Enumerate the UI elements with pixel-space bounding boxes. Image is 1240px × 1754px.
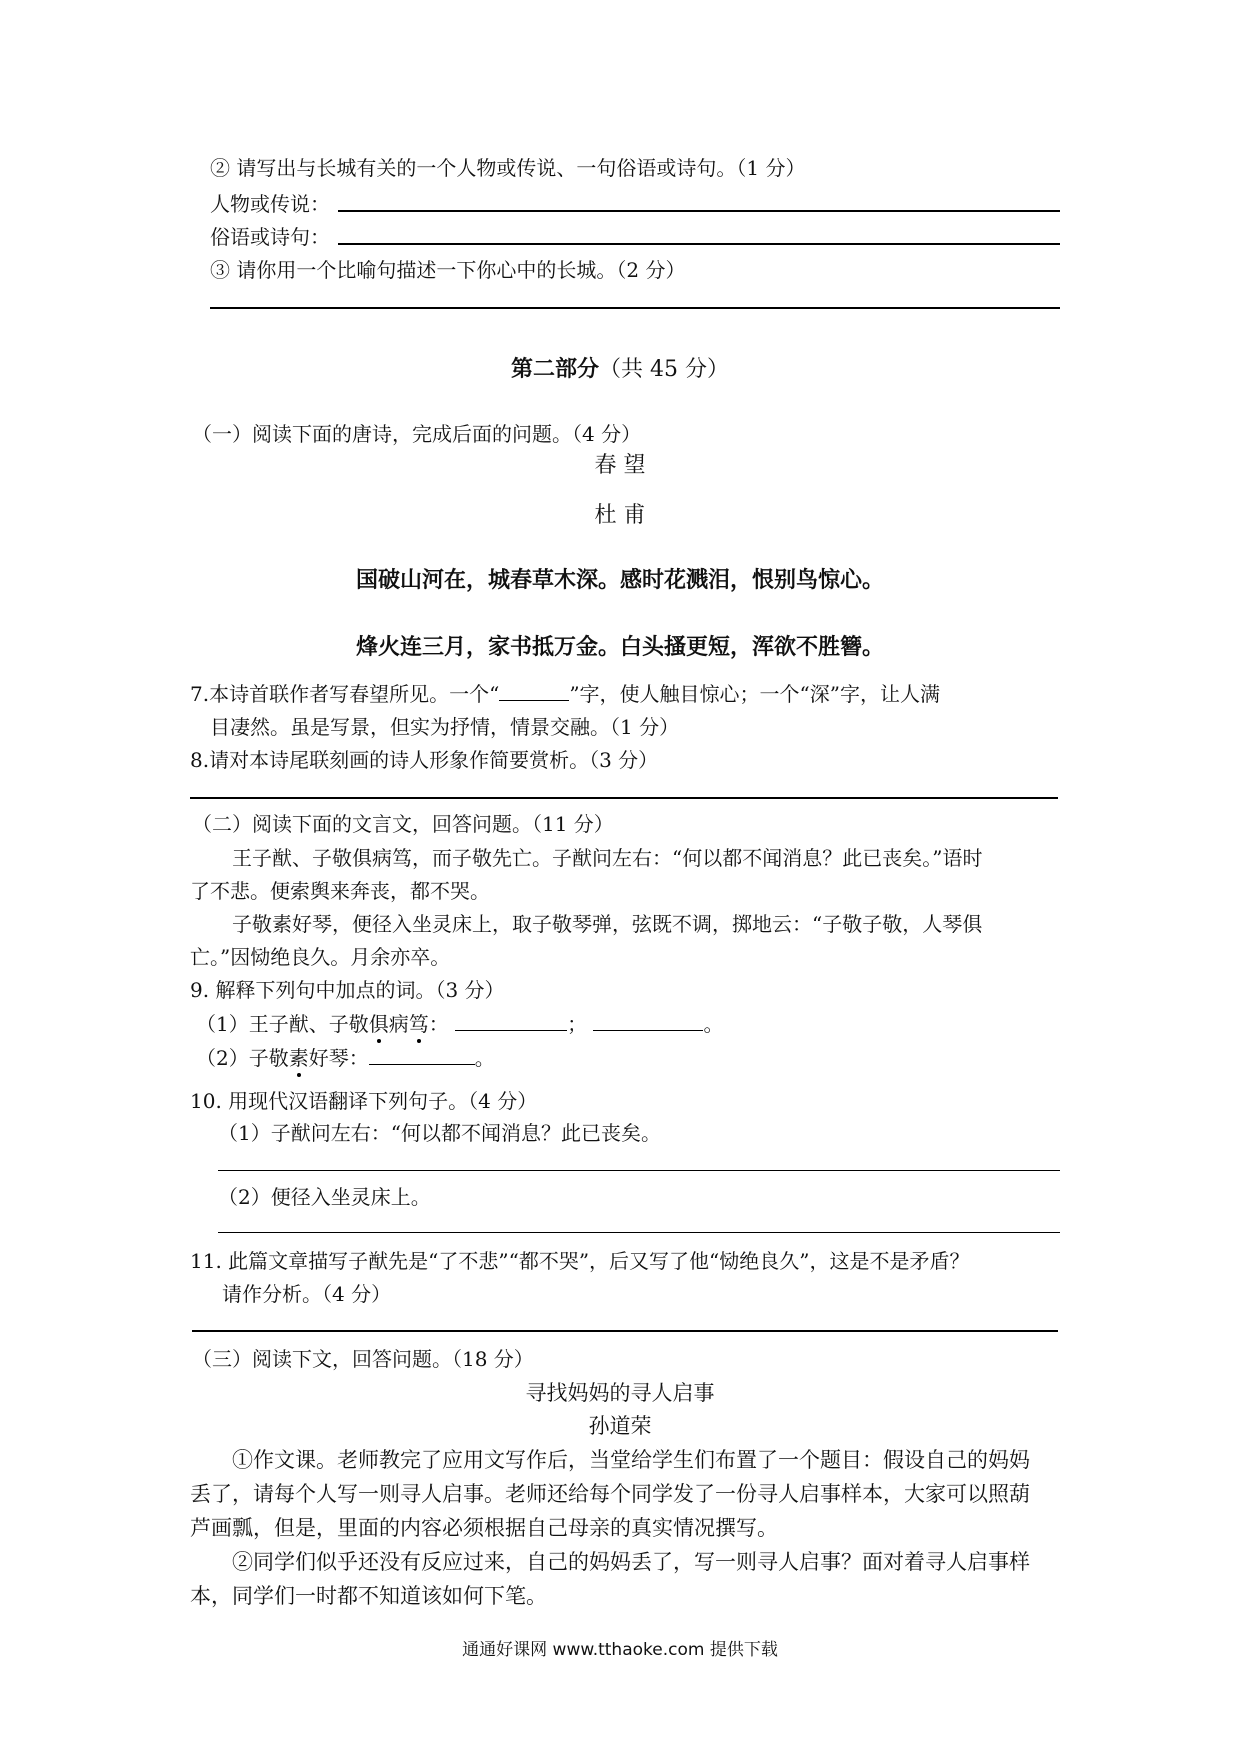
poem-line-2: 烽火连三月，家书抵万金。白头搔更短，浑欲不胜簪。 xyxy=(355,635,884,660)
article-p1-line3: 芦画瓢，但是，里面的内容必须根据自己母亲的真实情况撰写。 xyxy=(190,1516,778,1540)
text-para2-line2: 亡。”因恸绝良久。月余亦卒。 xyxy=(190,945,451,969)
footer-download-note: 通通好课网 www.tthaoke.com 提供下载 xyxy=(462,1640,778,1660)
answer-line-q10-2[interactable] xyxy=(218,1232,1060,1233)
article-p2-line2: 本，同学们一时都不知道该如何下笔。 xyxy=(190,1584,547,1608)
part2-heading-sub: （共 45 分） xyxy=(599,357,729,382)
q7-line-1 xyxy=(190,678,940,707)
q7-text-a: 7.本诗首联作者写春望所见。一个“ xyxy=(190,682,500,706)
q9-item-1-mid: 病 xyxy=(388,1012,409,1036)
text-para1-line2: 了不悲。便索舆来奔丧，都不哭。 xyxy=(190,879,490,903)
q9-item-2-pre: （2）子敬 xyxy=(196,1046,289,1070)
sec1-intro: （一）阅读下面的唐诗，完成后面的问题。（4 分） xyxy=(192,422,642,446)
part2-heading-main: 第二部分 xyxy=(511,357,600,382)
q11-line-1: 11. 此篇文章描写子猷先是“了不悲”“都不哭”，后又写了他“恸绝良久”，这是不是矛盾？ xyxy=(190,1249,970,1273)
q9-item-1-post: ： xyxy=(428,1012,449,1036)
answer-line-q3[interactable] xyxy=(210,307,1060,309)
answer-line-saying[interactable] xyxy=(338,243,1060,245)
q9-prompt: 9. 解释下列句中加点的词。（3 分） xyxy=(190,978,505,1002)
q9-2-blank[interactable] xyxy=(369,1064,475,1065)
q10-prompt: 10. 用现代汉语翻译下列句子。（4 分） xyxy=(190,1089,538,1113)
article-p2-line1: ②同学们似乎还没有反应过来，自己的妈妈丢了，写一则寻人启事？面对着寻人启事样 xyxy=(232,1550,1030,1574)
article-author: 孙道荣 xyxy=(588,1414,652,1438)
q9-item-2-post: 好琴： xyxy=(308,1046,369,1070)
q10-item-1: （1）子猷问左右：“何以都不闻消息？此已丧矣。 xyxy=(218,1121,661,1145)
dotted-word-su: 素 xyxy=(288,1046,309,1070)
q2-prompt: ② 请写出与长城有关的一个人物或传说、一句俗语或诗句。（1 分） xyxy=(210,156,806,180)
q7-text-b: ”字，使人触目惊心；一个“深”字，让人满 xyxy=(569,682,940,706)
dotted-word-ju: 俱 xyxy=(368,1012,389,1036)
dotted-word-du: 笃 xyxy=(408,1012,429,1036)
q9-1-blank-2[interactable] xyxy=(593,1030,703,1031)
q9-1-end: 。 xyxy=(703,1012,724,1036)
q8-prompt: 8.请对本诗尾联刻画的诗人形象作简要赏析。（3 分） xyxy=(190,748,659,772)
q9-item-1-pre: （1）王子猷、子敬 xyxy=(196,1012,369,1036)
q11-line-2: 请作分析。（4 分） xyxy=(222,1282,392,1306)
article-title: 寻找妈妈的寻人启事 xyxy=(525,1381,715,1405)
q9-1-sep: ； xyxy=(567,1012,588,1036)
article-p1-line1: ①作文课。老师教完了应用文写作后，当堂给学生们布置了一个题目：假设自己的妈妈 xyxy=(232,1448,1030,1472)
text-para2-line1: 子敬素好琴，便径入坐灵床上，取子敬琴弹，弦既不调，掷地云：“子敬子敬，人琴俱 xyxy=(232,912,983,936)
q10-item-2: （2）便径入坐灵床上。 xyxy=(218,1185,431,1209)
text-para1-line1: 王子猷、子敬俱病笃，而子敬先亡。子猷问左右：“何以都不闻消息？此已丧矣。”语时 xyxy=(232,846,983,870)
q9-2-end: 。 xyxy=(474,1046,495,1070)
q7-blank[interactable] xyxy=(499,700,569,701)
answer-line-q11[interactable] xyxy=(192,1330,1058,1332)
q9-item-1 xyxy=(196,1008,723,1037)
answer-line-q10-1[interactable] xyxy=(218,1170,1060,1171)
article-p1-line2: 丢了，请每个人写一则寻人启事。老师还给每个同学发了一份寻人启事样本，大家可以照葫 xyxy=(190,1482,1030,1506)
poem-title: 春 望 xyxy=(594,453,646,478)
answer-line-person[interactable] xyxy=(338,210,1060,212)
q3-prompt: ③ 请你用一个比喻句描述一下你心中的长城。（2 分） xyxy=(210,258,686,282)
poem-author: 杜 甫 xyxy=(594,503,646,528)
q2-label-saying: 俗语或诗句： xyxy=(210,225,330,249)
q7-line-2: 目凄然。虽是写景，但实为抒情，情景交融。（1 分） xyxy=(210,715,680,739)
q9-item-2 xyxy=(196,1042,495,1071)
sec3-intro: （三）阅读下文，回答问题。（18 分） xyxy=(192,1347,534,1371)
q2-label-person: 人物或传说： xyxy=(210,192,330,216)
sec2-intro: （二）阅读下面的文言文，回答问题。（11 分） xyxy=(192,812,614,836)
answer-line-q8[interactable] xyxy=(190,797,1058,799)
poem-line-1: 国破山河在，城春草木深。感时花溅泪，恨别鸟惊心。 xyxy=(355,568,884,593)
q9-1-blank-1[interactable] xyxy=(455,1030,567,1031)
part2-heading xyxy=(0,352,1240,383)
